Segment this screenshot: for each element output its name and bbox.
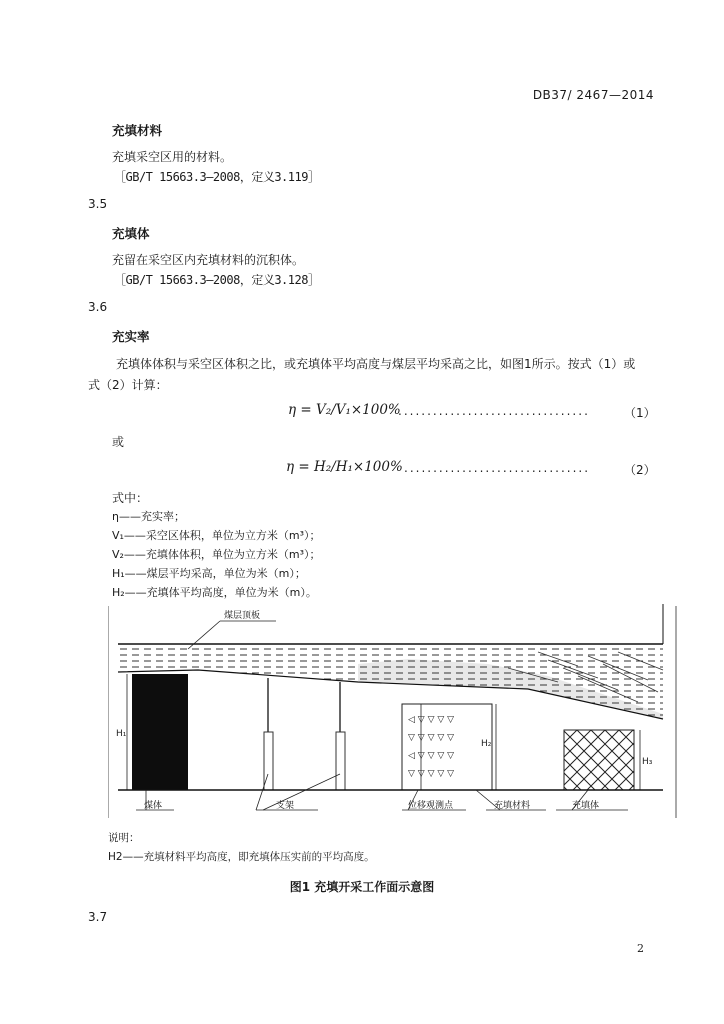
h1-label: H₁ [116,729,127,739]
label-fill-body: 充填体 [572,801,600,811]
formula-1: η = V₂/V₁×100% [288,402,401,418]
where-item: H₁——煤层平均采高，单位为米（m）； [112,567,306,580]
h3-label: H₃ [642,757,653,767]
h2-label: H₂ [481,739,492,749]
mining-diagram [108,604,678,820]
term-fill-material: 充填材料 [112,123,163,138]
svg-text:▽ ▽ ▽ ▽ ▽: ▽ ▽ ▽ ▽ ▽ [408,733,455,743]
figure-caption: 图1 充填开采工作面示意图 [289,880,435,894]
formula-2-dots: ................................ [404,461,591,475]
where-item: η——充实率； [112,510,185,523]
figure-note-text: H2——充填材料平均高度，即充填体压实前的平均高度。 [108,851,375,863]
formula-connector: 或 [112,435,125,449]
definition-fill-ratio-line2: 式（2）计算： [88,378,168,392]
term-fill-ratio: 充实率 [112,329,150,344]
where-intro: 式中： [112,491,149,505]
term-fill-body: 充填体 [112,226,150,241]
formula-2: η = H₂/H₁×100% [286,459,403,475]
definition-fill-ratio-line1: 充填体体积与采空区体积之比，或充填体平均高度与煤层平均采高之比，如图1所示。按式（1）或 [116,357,636,371]
formula-1-dots: ................................. [398,404,590,418]
where-item: V₁——采空区体积，单位为立方米（m³）； [112,529,321,542]
support-legs [264,678,345,790]
page-number: 2 [637,942,644,955]
label-monitor-point: 位移观测点 [408,801,454,811]
section-number-3-5: 3.5 [88,197,108,211]
formula-2-number: （2） [624,463,656,477]
where-item: V₂——充填体体积，单位为立方米（m³）； [112,548,321,561]
svg-text:◁ ▽ ▽ ▽ ▽: ◁ ▽ ▽ ▽ ▽ [408,715,455,725]
coal-block [132,674,188,790]
fill-body-block [564,730,634,790]
section-number-3-6: 3.6 [88,300,108,314]
label-coal: 煤体 [144,801,163,811]
standard-code: DB37/ 2467—2014 [532,88,654,102]
formula-1-number: （1） [624,406,656,420]
definition-fill-body: 充留在采空区内充填材料的沉积体。 [112,253,305,267]
where-item: H₂——充填体平均高度，单位为米（m）。 [112,586,317,599]
section-number-3-7: 3.7 [88,910,108,924]
source-fill-body: ［GB/T 15663.3—2008，定义3.128］ [114,273,320,287]
label-fill-material: 充填材料 [494,801,531,811]
svg-text:▽ ▽ ▽ ▽ ▽: ▽ ▽ ▽ ▽ ▽ [408,769,455,779]
definition-fill-material: 充填采空区用的材料。 [112,150,233,164]
label-roof: 煤层顶板 [224,611,261,621]
source-fill-material: ［GB/T 15663.3—2008，定义3.119］ [114,170,320,184]
svg-text:◁ ▽ ▽ ▽ ▽: ◁ ▽ ▽ ▽ ▽ [408,751,455,761]
figure-note-title: 说明： [108,832,140,844]
label-support: 支架 [276,801,295,811]
